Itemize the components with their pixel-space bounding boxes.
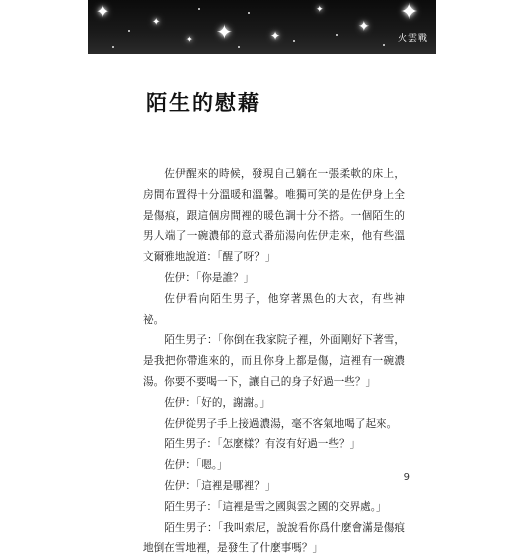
star-dot [238,46,240,48]
sparkle-star-icon: ✦ [316,5,324,15]
book-page [88,0,436,555]
chapter-title: 陌生的慰藉 [146,90,261,115]
paragraph: 佐伊：「你是誰？」 [164,271,255,284]
paragraph: 佐伊看向陌生男子，他穿著黑色的大衣，有些神祕。 [143,292,405,326]
star-dot [198,8,200,10]
star-dot [293,40,295,42]
star-dot [383,44,385,46]
paragraph: 陌生男子：「怎麼樣？有沒有好過一些？」 [164,438,361,451]
paragraph: 佐伊：「好的，謝謝。」 [164,396,271,409]
sparkle-star-icon: ✦ [186,35,193,44]
starry-header-banner [88,0,436,54]
star-dot [128,30,130,32]
paragraph: 陌生男子：「我叫索尼，說說看你爲什麼會滿是傷痕地倒在雪地裡，是發生了什麼事嗎？」 [143,521,405,555]
star-dot [248,12,250,14]
paragraph: 佐伊從男子手上接過濃湯，毫不客氣地喝了起來。 [164,417,398,430]
paragraph: 佐伊：「嗯。」 [164,459,228,472]
paragraph: 陌生男子：「你倒在我家院子裡，外面剛好下著雪，是我把你帶進來的，而且你身上都是傷，這裡有一碗濃湯。你要不要喝一下，讓自己的身子好過一些？」 [143,334,405,388]
page-number: 9 [403,472,410,483]
sparkle-star-icon: ✦ [152,17,161,28]
running-header-book-title: 火雲戰 [397,34,428,44]
paragraph: 陌生男子：「這裡是雪之國與雲之國的交界處。」 [164,500,387,513]
sparkle-star-icon: ✦ [216,20,233,44]
paragraph: 佐伊：「這裡是哪裡？」 [164,479,276,492]
sparkle-star-icon: ✦ [400,0,419,25]
star-dot [336,34,338,36]
sparkle-star-icon: ✦ [96,2,110,21]
paragraph: 佐伊醒來的時候，發現自己躺在一張柔軟的床上，房間布置得十分溫暖和溫馨。唯獨可笑的是佐伊身上全是傷痕，跟這個房間裡的暖色調十分不搭。一個陌生的男人端了一碗濃郁的意式番茄湯向佐伊走來，他有些溫文爾雅地說道：「醒了呀？」 [143,168,405,264]
star-dot [112,46,114,48]
sparkle-star-icon: ✦ [358,19,370,35]
sparkle-star-icon: ✦ [270,29,281,43]
